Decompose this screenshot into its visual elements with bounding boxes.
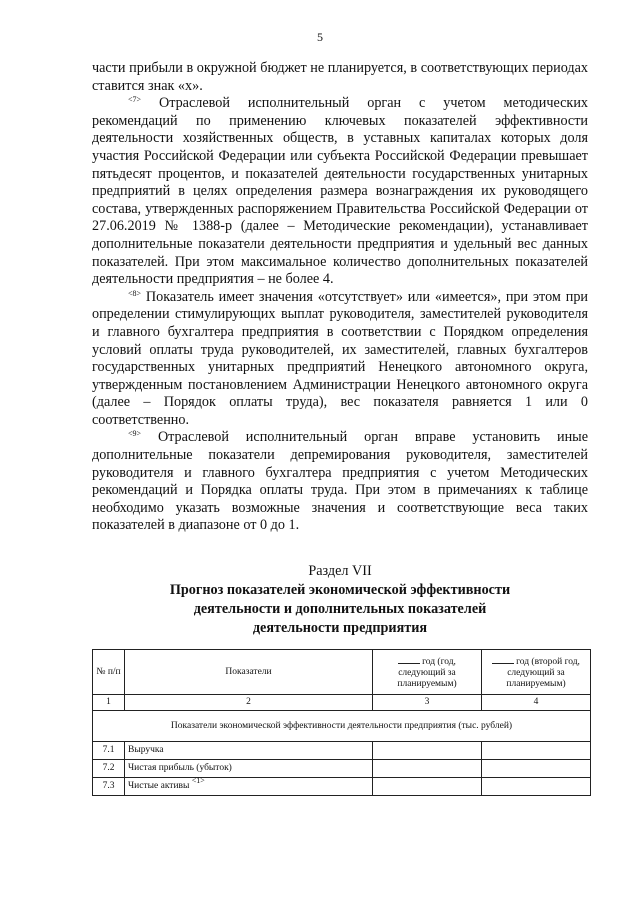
- row-value-cell: [482, 760, 591, 778]
- footnote-mark: <7>: [128, 95, 142, 105]
- section-heading: [92, 581, 588, 638]
- footnote-mark: <9>: [128, 429, 142, 439]
- body-text: [92, 60, 588, 535]
- heading-line: Прогноз показателей экономической эффективности: [169, 582, 511, 598]
- paragraph-text: Показатель имеет значения «отсутствует» или «имеется», при этом при определении стимулирующих выплат руководителя, заместителей руководителя и главного бухгалтера предприятия в соответствии с Порядком определения условий оплаты труда руководителей, их заместителей, главных бухгалтеров государственных унитарных предприятий Ненецкого автономного округа, утвержденным постановлением Администрации Ненецкого автономного округа (далее – Порядок оплаты труда), вес показателя равняется 1 или 0 соответственно.: [92, 288, 589, 428]
- row-label-cell: [125, 778, 373, 796]
- column-number: 2: [125, 695, 373, 711]
- header-year-second: [482, 650, 591, 695]
- row-num: 7.3: [93, 778, 125, 796]
- paragraph-text: Отраслевой исполнительный орган с учетом методических рекомендаций по применению ключевых показателей эффективности деятельности хозяйственных обществ, в уставных капиталах которых доля участия Российской Федерации или субъекта Российской Федерации превышает пятьдесят процентов, и показателей деятельности государственных унитарных предприятий в целях определения размера вознаграждения их руководящего состава, утвержденных распоряжением Правительства Российской Федерации от 27.06.2019 № 1388-р (далее – Методические рекомендации), устанавливает дополнительные показатели деятельности предприятия и удельный вес данных показателей. При этом максимальное количество дополнительных показателей деятельности предприятия – не более 4.: [92, 95, 589, 288]
- column-number: 4: [482, 695, 591, 711]
- group-row: [93, 711, 591, 742]
- forecast-table: [92, 649, 591, 796]
- footnote-mark: <1>: [191, 776, 205, 785]
- header-year-next: [373, 650, 482, 695]
- row-value-cell: [373, 760, 482, 778]
- table-row: [93, 778, 591, 796]
- row-value-cell: [373, 742, 482, 760]
- row-value-cell: [373, 778, 482, 796]
- year-blank-line: [398, 654, 420, 664]
- row-label: Выручка: [125, 742, 373, 760]
- table-row: [93, 742, 591, 760]
- row-value-cell: [482, 778, 591, 796]
- column-number: 1: [93, 695, 125, 711]
- paragraph-note-8: [92, 289, 588, 430]
- section-title: Раздел VII: [308, 563, 372, 579]
- header-num: № п/п: [93, 650, 125, 695]
- row-label: Чистые активы: [128, 781, 190, 791]
- group-title: Показатели экономической эффективности деятельности предприятия (тыс. рублей): [93, 711, 591, 742]
- year-blank-line: [492, 654, 514, 664]
- heading-line: деятельности предприятия: [252, 620, 428, 636]
- page-number: 5: [317, 30, 323, 44]
- paragraph-text: Отраслевой исполнительный орган вправе установить иные дополнительные показатели депремирования руководителя, заместителей руководителя и главного бухгалтера предприятия с учетом Методических рекомендаций и Порядка оплаты труда. При этом в примечаниях к таблице необходимо указать возможные значения и соответствующие веса таких показателей в диапазоне от 0 до 1.: [92, 429, 589, 534]
- table-header-row: [93, 650, 591, 695]
- column-number-row: [93, 695, 591, 711]
- paragraph-note-9: [92, 429, 588, 535]
- row-num: 7.1: [93, 742, 125, 760]
- column-number: 3: [373, 695, 482, 711]
- heading-line: деятельности и дополнительных показателей: [193, 601, 487, 617]
- header-year-next-text: год (год, следующий за планируемым): [397, 657, 457, 689]
- row-num: 7.2: [93, 760, 125, 778]
- footnote-mark: <8>: [128, 288, 142, 298]
- table-row: [93, 760, 591, 778]
- paragraph-note-7: [92, 95, 588, 289]
- header-year-second-text: год (второй год, следующий за планируемым): [506, 657, 580, 689]
- paragraph-continuation: части прибыли в окружной бюджет не планируется, в соответствующих периодах ставится знак «х».: [92, 60, 588, 94]
- row-label: Чистая прибыль (убыток): [125, 760, 373, 778]
- row-value-cell: [482, 742, 591, 760]
- header-indicators: Показатели: [125, 650, 373, 695]
